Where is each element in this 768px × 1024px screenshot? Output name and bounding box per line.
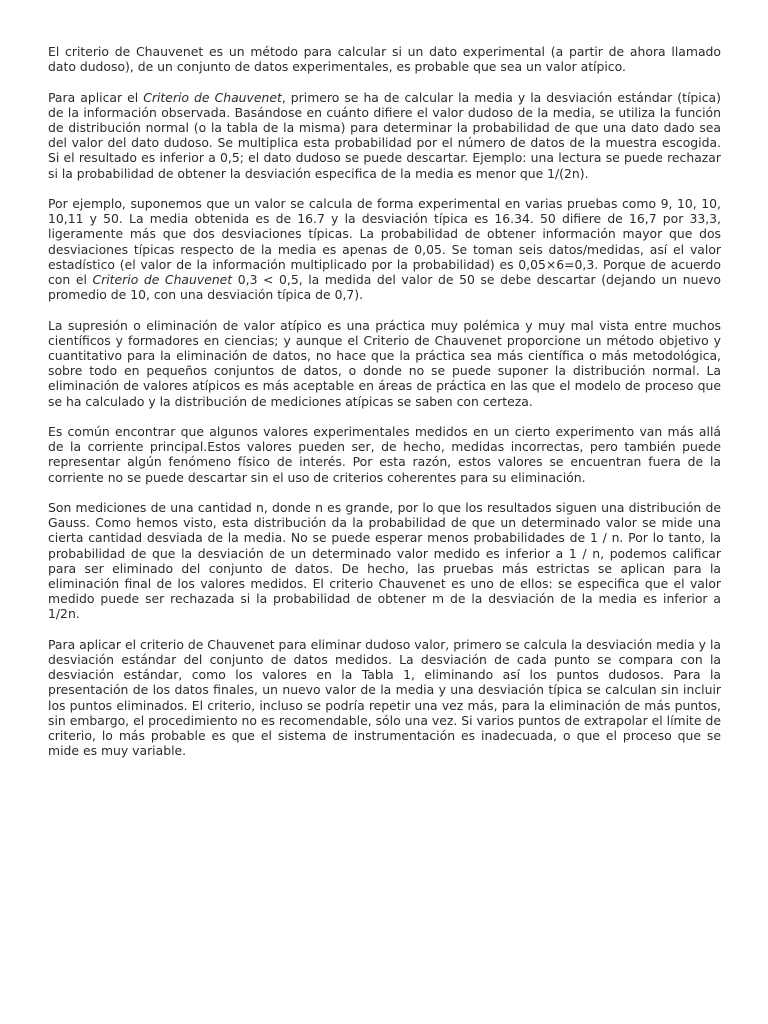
paragraph-6	[48, 500, 721, 622]
paragraph-text: , primero se ha de calcular la media y la desviación estándar (típica) de la información observada. Basándose en cuánto difiere el valor dudoso de la media, se utiliza la función de distribución normal (o la tabla de la misma) para determinar la probabilidad de que una dato dado sea del valor del dato dudoso. Se multiplica esta probabilidad por el número de datos de la muestra escogida. Si el resultado es inferior a 0,5; el dato dudoso se puede descartar. Ejemplo: una lectura se puede rechazar si la probabilidad de obtener la desviación especifica de la media es menor que 1/(2n).	[48, 89, 721, 181]
italic-term: Criterio de Chauvenet	[143, 89, 282, 105]
paragraph-text: Para aplicar el	[48, 89, 144, 105]
paragraph-text: Es común encontrar que algunos valores experimentales medidos en un cierto experimento van más allá de la corriente principal.Estos valores pueden ser, de hecho, medidas incorrectas, pero también puede representar algún fenómeno físico de interés. Por esta razón, estos valores se encuentran fuera de la corriente no se puede descartar sin el uso de criterios coherentes para su eliminación.	[48, 424, 721, 485]
paragraph-text: 0,3 < 0,5, la medida del valor de 50 se debe descartar (dejando un nuevo promedio de 10, con una desviación típica de 0,7).	[48, 272, 721, 303]
paragraph-text: Por ejemplo, suponemos que un valor se calcula de forma experimental en varias pruebas como 9, 10, 10, 10,11 y 50. La media obtenida es de 16.7 y la desviación típica es 16.34. 50 difiere de 16,7 por 33,3, ligeramente más que dos desviaciones típicas. La probabilidad de obtener información mayor que dos desviaciones típicas respecto de la media es apenas de 0,05. Se toman seis datos/medidas, así el valor estadístico (el valor de la información multiplicado por la probabilidad) es 0,05×6=0,3. Porque de acuerdo con el	[48, 196, 721, 288]
italic-term: Criterio de Chauvenet	[92, 272, 233, 288]
paragraph-4	[48, 318, 721, 409]
paragraph-text: El criterio de Chauvenet es un método para calcular si un dato experimental (a partir de ahora llamado dato dudoso), de un conjunto de datos experimentales, es probable que sea un valor atípico.	[48, 44, 721, 75]
paragraph-text: Son mediciones de una cantidad n, donde n es grande, por lo que los resultados siguen una distribución de Gauss. Como hemos visto, esta distribución da la probabilidad de que un determinado valor se mide una cierta cantidad desviada de la media. No se puede esperar menos probabilidades de 1 / n. Por lo tanto, la probabilidad de que la desviación de un determinado valor medido es inferior a 1 / n, podemos calificar para ser eliminado del conjunto de datos. De hecho, las pruebas más estrictas se aplican para la eliminación final de los valores medidos. El criterio Chauvenet es uno de ellos: se especifica que el valor medido puede ser rechazada si la probabilidad de obtener m de la desviación de la media es inferior a 1/2n.	[48, 500, 721, 622]
paragraph-5	[48, 424, 721, 485]
paragraph-text: Para aplicar el criterio de Chauvenet para eliminar dudoso valor, primero se calcula la desviación media y la desviación estándar del conjunto de datos medidos. La desviación de cada punto se compara con la desviación estándar, como los valores en la Tabla 1, eliminando así los puntos dudosos. Para la presentación de los datos finales, un nuevo valor de la media y una desviación típica se calculan sin incluir los puntos eliminados. El criterio, incluso se podría repetir una vez más, para la eliminación de más puntos, sin embargo, el procedimiento no es recomendable, sólo una vez. Si varios puntos de extrapolar el límite de criterio, lo más probable es que el sistema de instrumentación es inadecuada, o que el proceso que se mide es muy variable.	[48, 636, 721, 759]
paragraph-7	[48, 637, 721, 759]
paragraph-1	[48, 44, 721, 74]
document-page	[48, 44, 721, 774]
paragraph-3	[48, 196, 721, 302]
paragraph-2	[48, 90, 721, 181]
paragraph-text: La supresión o eliminación de valor atípico es una práctica muy polémica y muy mal vista entre muchos científicos y formadores en ciencias; y aunque el Criterio de Chauvenet proporcione un método objetivo y cuantitativo para la eliminación de datos, no hace que la práctica sea más científica o más metodológica, sobre todo en pequeños conjuntos de datos, o donde no se puede suponer la distribución normal. La eliminación de valores atípicos es más aceptable en áreas de práctica en las que el modelo de proceso que se ha calculado y la distribución de mediciones atípicas se saben con certeza.	[48, 317, 721, 409]
